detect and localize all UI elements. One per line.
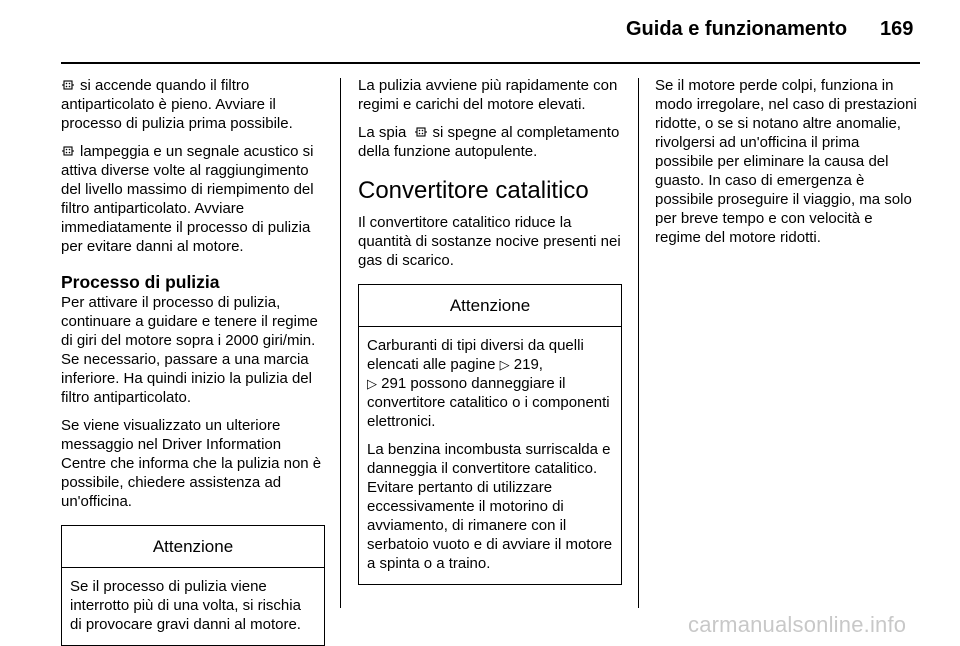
paragraph — [358, 123, 622, 161]
diesel-particle-filter-icon — [61, 78, 75, 92]
paragraph: La pulizia avviene più rapidamente con regimi e carichi del motore elevati. — [358, 77, 618, 113]
text: Carburanti di tipi diversi da quelli elencati alle pagine — [367, 337, 584, 373]
warning-body — [62, 568, 324, 645]
text: si accende quando il filtro antiparticolato è pieno. Avviare il processo di pulizia prima possibile. — [61, 77, 293, 132]
paragraph — [61, 142, 325, 256]
header-rule — [61, 62, 920, 64]
page-header-title: Guida e funzionamento — [626, 18, 848, 40]
paragraph — [61, 76, 325, 133]
diesel-particle-filter-icon — [414, 125, 428, 139]
warning-text: Se il processo di pulizia viene interrotto più di una volta, si rischia di provocare gravi danni al motore. — [70, 578, 301, 633]
column-3 — [655, 76, 919, 256]
paragraph: Se il motore perde colpi, funziona in modo irregolare, nel caso di prestazioni ridotte, o se si notano altre anomalie, rivolgersi ad un'officina il prima possibile per eliminare la causa del guasto. In caso di emergenza è possibile proseguire il viaggio, ma solo per breve tempo e con velocità e regime del motore ridotti. — [655, 77, 917, 246]
column-divider-2 — [638, 78, 639, 608]
column-1 — [61, 76, 325, 646]
warning-body — [359, 327, 621, 584]
warning-box — [61, 525, 325, 646]
warning-text: La benzina incombusta surriscalda e danneggia il convertitore catalitico. Evitare pertanto di utilizzare eccessivamente il motorino di avviamento, di rimanere con il serbatoio vuoto e di avviare il motore a spinta o a traino. — [367, 441, 613, 572]
section-heading: Convertitore catalitico — [358, 177, 589, 204]
watermark: carmanualsonline.info — [688, 612, 907, 637]
page-reference-link[interactable]: 291 — [381, 375, 407, 392]
warning-box — [358, 284, 622, 585]
page-reference-link[interactable]: 219, — [513, 356, 543, 373]
text: possono danneggiare il convertitore catalitico o i componenti elettronici. — [367, 375, 610, 430]
column-divider-1 — [340, 78, 341, 608]
warning-title: Attenzione — [359, 285, 621, 327]
column-2 — [358, 76, 622, 585]
page-reference-arrow-icon: ▷ — [499, 357, 510, 372]
diesel-particle-filter-icon — [61, 144, 75, 158]
warning-title: Attenzione — [62, 526, 324, 568]
warning-text — [367, 336, 613, 431]
page-reference-arrow-icon: ▷ — [367, 376, 377, 391]
section-heading: Processo di pulizia — [61, 272, 220, 292]
paragraph: Se viene visualizzato un ulteriore messaggio nel Driver Information Centre che informa che la pulizia non è possibile, chiedere assistenza ad un'officina. — [61, 417, 322, 510]
paragraph: Il convertitore catalitico riduce la quantità di sostanze nocive presenti nei gas di scarico. — [358, 214, 621, 269]
text: si spegne al completamento della funzione autopulente. — [358, 124, 620, 160]
text: La spia — [358, 124, 407, 141]
paragraph: Per attivare il processo di pulizia, continuare a guidare e tenere il regime di giri del motore sopra i 2000 giri/min. Se necessario, passare a una marcia inferiore. Ha quindi inizio la pulizia del filtro antiparticolato. — [61, 294, 318, 406]
page-number: 169 — [880, 18, 914, 40]
text: lampeggia e un segnale acustico si attiva diverse volte al raggiungimento del livello massimo di riempimento del filtro antiparticolato. Avviare immediatamente il processo di pulizia per evitare danni al motore. — [61, 143, 314, 255]
